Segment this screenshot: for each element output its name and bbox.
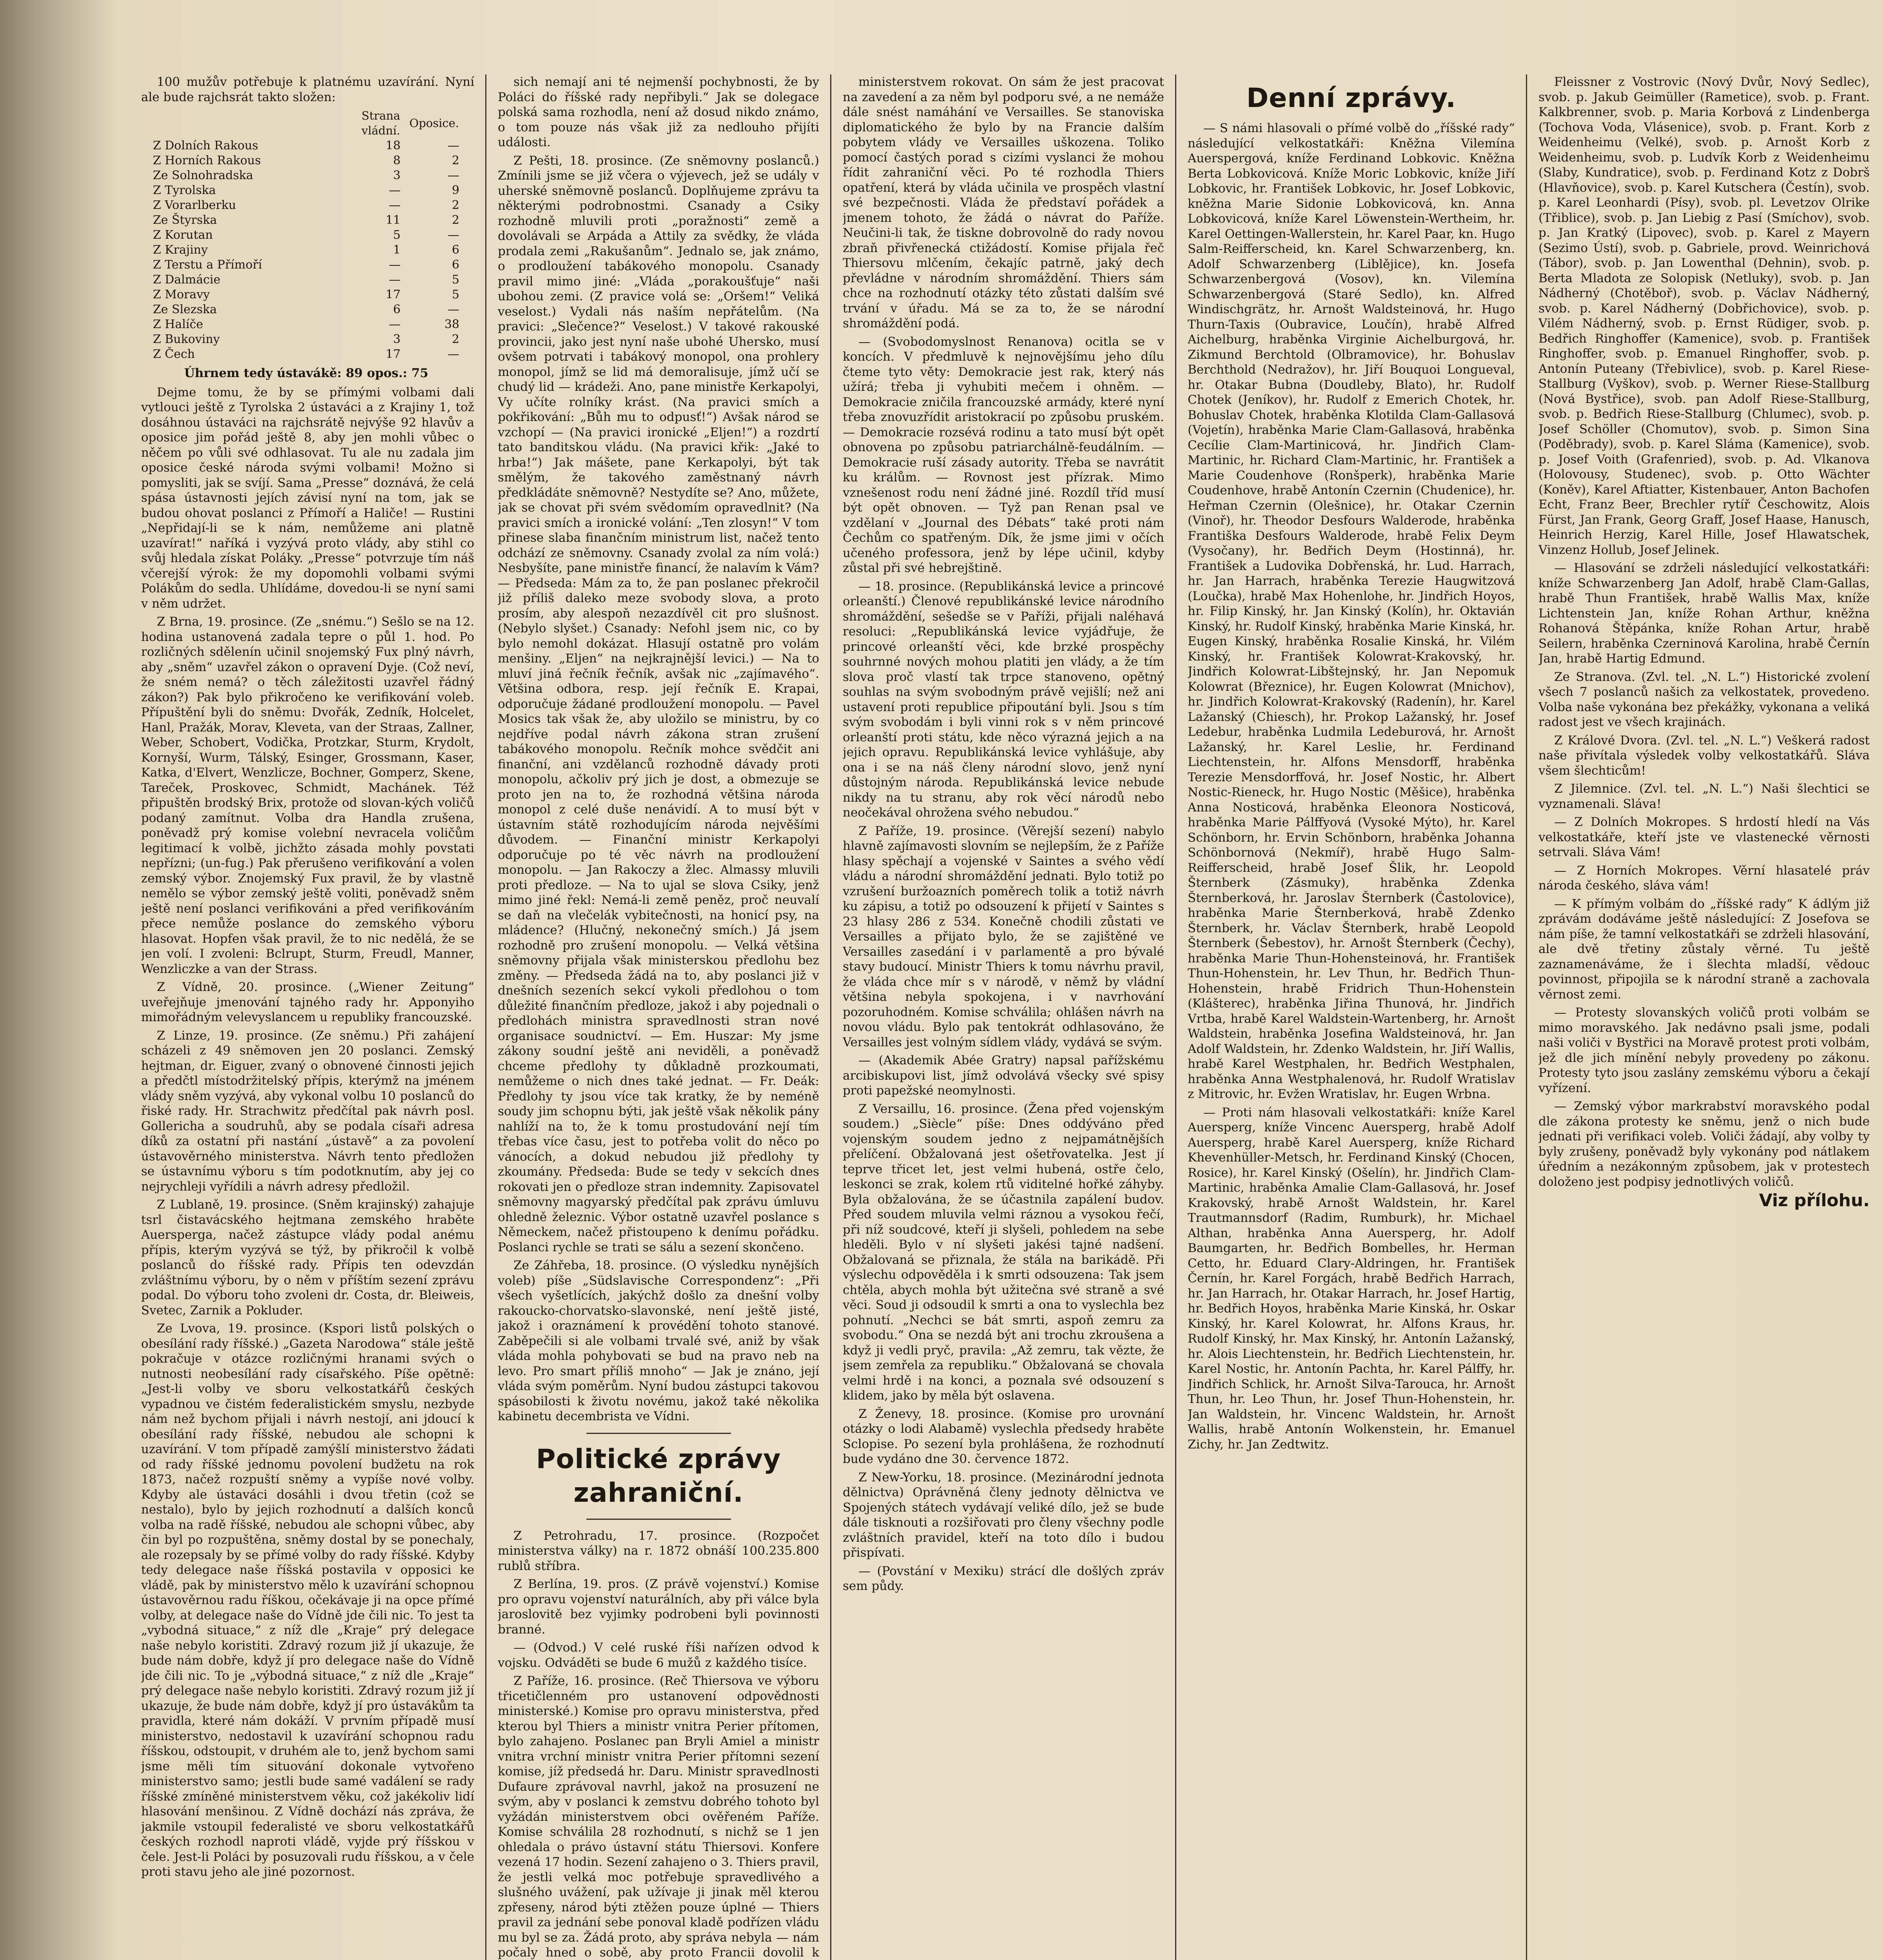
column-rule bbox=[1175, 74, 1176, 1960]
table-row bbox=[153, 183, 459, 198]
article-paragraph: — (Akademik Abée Gratry) napsal pařížskému arcibiskupovi list, jímž odvolává všecky své spisy proti papežské neomylnosti. bbox=[843, 1053, 1164, 1098]
article-paragraph: Ze Stranova. (Zvl. tel. „N. L.“) Historické zvolení všech 7 poslanců našich za velkostatek, provedeno. Volba naše vykonána bez překážky, vykonana a veliká radost jest ve všech krajinách. bbox=[1538, 670, 1870, 729]
table-cell-region: Z Korutan bbox=[153, 228, 213, 242]
table-cell-opp: 2 bbox=[452, 213, 459, 227]
table-cell-region: Z Moravy bbox=[153, 288, 210, 301]
article-paragraph: Z Linze, 19. prosince. (Ze sněmu.) Při zahájení scházeli z 49 sněmoven jen 20 poslanci. Zemský hejtman, dr. Eiguer, zvaný o obnovené činnosti jejich a předčtl místodržitelský přípis, kterýmž na jménem vlády sněm vyzývá, aby vykonal volbu 10 poslanců do řiské rady. Hr. Strachwitz předčítal pak návrh posl. Gollericha a soudruhů, aby se podala císaři adresa díků za ostatní při nastání „ústavě“ a za povolení ústavověrného ministerstva. Návrh tento předložen se ústavnímu výboru s tím podotknutím, aby jej co nejrychleji vyřídili a návrh adresy předložil. bbox=[141, 1028, 474, 1194]
table-row bbox=[153, 332, 459, 347]
table-cell-region: Z Tyrolska bbox=[153, 183, 216, 197]
page-shadow-edge bbox=[0, 0, 118, 1960]
election-results-table bbox=[153, 108, 459, 362]
article-paragraph: Ze Záhřeba, 18. prosince. (O výsledku nynějších voleb) píše „Südslavische Correspondenz“: „Při všech vyšetlících, jakýchž došlo za dnešní volby rakoucko-chorvatsko-slavonské, není ještě jisté, jakož i oraznámení k provédění tohoto stanové. Zaběpečili si ale volbami trvalé své, aniž by však vláda mohla pohybovati se bud na pravo neb na levo. Pro smart příliš mnoho“ — Jak je znáno, její vláda svým poměrům. Nyní budou zástupci takovou spásobilosti k životu novému, jakož také několika kabinetu decembrista ve Vídni. bbox=[498, 1258, 819, 1423]
article-paragraph: — (Odvod.) V celé ruské říši nařízen odvod k vojsku. Odváděti se bude 6 mužů z každého tisíce. bbox=[498, 1641, 819, 1670]
article-paragraph: Z Brna, 19. prosince. (Ze „snému.“) Sešlo se na 12. hodina ustanovená zadala tepre o půl 1. hod. Po rozličných sdělenín učinil snojemský Fux plný návrh, aby „sněm“ uzavřel zákon o opravení Dyje. (Což neví, že sném nemá? o těch záležitosti uzavřel řádný zákon?) Pak bylo přikročeno ke verifikování voleb. Přípuštění byli do sněmu: Dvořák, Zedník, Holcelet, Hanl, Pražák, Morav, Kleveta, van der Straas, Zallner, Weber, Schobert, Vodička, Protzkar, Sturm, Krydolt, Kornyší, Wurm, Tálský, Esinger, Grossmann, Kaser, Katka, d'Elvert, Wenzlicze, Bochner, Gomperz, Skene, Tareček, Proskovec, Schmidt, Machánek. Též připuštěn brodský Brix, protože od slovan-kých voličů podaný zamítnut. Volba dra Handla zrušena, poněvadž prý komise volební nevracela voličům legitimací k volbě, jichžto zásada mohly povstati nepřízni; (un-fug.) Pak přerušeno verifikování a volen zemský výbor. Znojemský Fux pravil, že by vlastně nemělo se výbor zemský ještě voliti, poněvadž sněm ještě není poslanci verifikováni a před verifikováním přece nemůže poslance do zemského výboru hlasovat. Hopfen však pravil, že to nic nedělá, že se jen volí. I zvoleni: Bclrupt, Sturm, Freudl, Manner, Wenzliczke a van der Strass. bbox=[141, 615, 474, 976]
table-cell-region: Ze Štyrska bbox=[153, 213, 217, 227]
table-header-row bbox=[153, 108, 459, 138]
table-cell-opp: 2 bbox=[452, 332, 459, 346]
article-paragraph: — Hlasování se zdrželi následující velkostatkáři: kníže Schwarzenberg Jan Adolf, hrabě Clam-Gallas, hrabě Thun František, hrabě Wallis Max, kníže Lichtenstein Jan, kníže Rohan Arthur, kněžna Rohanová Štěpánka, kníže Rohan Artur, hrabě Seilern, hraběnka Czerninová Karolina, hrabě Černín Jan, hrabě Hartig Edmund. bbox=[1538, 561, 1870, 666]
article-paragraph: — Z Horních Mokropes. Věrní hlasatelé práv národa českého, sláva vám! bbox=[1538, 863, 1870, 893]
article-paragraph: — (Svobodomyslnost Renanova) ocitla se v koncích. V předmluvě k nejnovějšímu jeho dílu čteme tyto věty: Demokracie jest rak, který nás užírá; třeba ji vyhubiti mečem i ohněm. — Demokracie zničila francouzské armády, které nyní třeba znovuzřídit aristokracií po způsobu pruském. — Demokracie rozsévá rodinu a tato musí být opět obnovena po způsobu patriarchálně-feudálním. — Demokracie ruší zásady autority. Třeba se navrátit ku králům. — Rovnost jest přízrak. Mimo vznešenost rodu není žádné jiné. Rozdíl tříd musí být opět obnoven. — Tyž pan Renan psal ve vzdělaní v „Journal des Débats“ také proti nám Čechům co spatřeným. Dík, že jsme jimi v očích učeného professora, jenž by lépe učinil, kdyby zůstal při své hebrejštině. bbox=[843, 334, 1164, 575]
table-cell-govt: — bbox=[389, 258, 401, 272]
article-paragraph: — Proti nám hlasovali velkostatkáři: kníže Karel Auersperg, kníže Vincenc Auersperg, hrabě Adolf Auersperg, hrabě Karel Auersperg, kníže Richard Khevenhüller-Metsch, hr. Ferdinand Kinský (Chocen, Rosice), hr. Karel Kinský (Ošelín), hr. Jindřich Clam-Martinic, hraběnka Amalie Clam-Gallasová, hr. Josef Krakovský, hrabě Arnošt Waldstein, hr. Karel Trautmannsdorf (Radim, Rumburk), hr. Michael Althan, hraběnka Anna Auersperg, hr. Adolf Baumgarten, hr. Bedřich Bombelles, hr. Herman Cetto, hr. Eduard Clary-Aldringen, hr. František Černín, hr. Karel Forgách, hrabě Bedřich Harrach, hr. Jan Harrach, hr. Otakar Harrach, hr. Josef Hartig, hr. Bedřich Hoyos, hraběnka Marie Kinská, hr. Oskar Kinský, hr. Karel Kolowrat, hr. Alfons Kraus, hr. Rudolf Kinský, hr. Max Kinský, hr. Antonín Lažanský, hr. Alois Liechtenstein, hr. Bedřich Liechtenstein, hr. Karel Nostic, hr. Antonín Pachta, hr. Karel Pálffy, hr. Jindřich Schlick, hr. Arnošt Silva-Tarouca, hr. Arnošt Thun, hr. Leo Thun, hr. Josef Thun-Hohenstein, hr. Jan Waldstein, hr. Vincenc Waldstein, hr. Arnošt Wallis, hrabě Antonín Wolkenstein, hr. Emanuel Zichy, hr. Jan Zedtwitz. bbox=[1188, 1105, 1515, 1452]
table-row bbox=[153, 317, 459, 332]
article-paragraph: Z New-Yorku, 18. prosince. (Mezinárodní jednota dělnictva) Oprávněná členy jednoty dělnictva ve Spojených státech vydávají veliké dílo, jež se bude dále tisknouti a rozšiřovati pro členy všechny podle zvláštních pravidel, kteří na toto dílo i budou přispívati. bbox=[843, 1470, 1164, 1560]
table-row bbox=[153, 243, 459, 258]
table-cell-govt: 11 bbox=[385, 213, 401, 227]
table-cell-opp: — bbox=[448, 228, 459, 242]
table-row bbox=[153, 347, 459, 362]
table-cell-region: Ze Solnohradska bbox=[153, 169, 253, 182]
table-row bbox=[153, 213, 459, 228]
table-row bbox=[153, 302, 459, 317]
table-cell-govt: 17 bbox=[385, 288, 401, 301]
table-cell-region: Z Horních Rakous bbox=[153, 154, 261, 167]
section-divider bbox=[586, 1433, 731, 1434]
article-paragraph: Z Králové Dvora. (Zvl. tel. „N. L.“) Veškerá radost naše přivítala výsledek volby velkostatkářů. Sláva všem šlechticům! bbox=[1538, 733, 1870, 778]
table-cell-region: Z Terstu a Přímoří bbox=[153, 258, 262, 272]
article-paragraph: — Z Dolních Mokropes. S hrdostí hledí na Vás velkostatkáře, kteří jste ve vlastenecké věrnosti setrvali. Sláva Vám! bbox=[1538, 815, 1870, 859]
table-cell-opp: 5 bbox=[452, 288, 459, 301]
table-cell-region: Z Dolních Rakous bbox=[153, 139, 258, 152]
table-cell-opp: 2 bbox=[452, 154, 459, 167]
table-cell-govt: 17 bbox=[385, 347, 401, 361]
column-rule bbox=[485, 74, 486, 1960]
article-paragraph: ministerstvem rokovat. On sám že jest pracovat na zavedení a za něm byl podporu své, a ne nemáže dále snést namáhání ve Versailles. Se stanoviska diplomatického že bylo by na Francie dalším pobytem vlády ve Versailles uškozena. Toliko pomocí častých porad s cizími vyslanci že mohou řídit zahraniční věci. Po té rozhodla Thiers opatření, která by vláda učinila ve prospěch vlastní své bezpečnosti. Vláda že představí pořádek a jmenem tohoto, že žádá o návrat do Paříže. Neučini-li tak, že tiskne dobrovolně do rady novou zbraň přivřenecká ctižádostí. Komise přijala řeč Thiersovu mlčením, čekajíc patrně, jaký dech převládne v národním shromáždění. Thiers sám chce na rozhodnutí otázky této zůstati dalším své trvání v úřadu. Má se za to, že se národní shromáždění podá. bbox=[843, 75, 1164, 330]
article-paragraph: Z Pešti, 18. prosince. (Ze sněmovny poslanců.) Zmínili jsme se již včera o výjevech, jež se udály v uherské sněmovně poslanců. Doplňujeme zprávu ta některými podrobnostmi. Csanady a Csiky rozhodně mluvili proti „poražnosti“ země a dovolávali se Arpáda a Attily za svědky, že vláda prodala zemi „Rakušanům“. Jednalo se, jak známo, o prodloužení tabákového monopolu. Csanady pravil mimo jiné: „Vláda „porakoušťuje“ naši ubohou zemi. (Z pravice volá se: „Oršem!“ Veliká veselost.) Vydali nás naším nepřátelům. (Na pravici: „Slečence?“ Veselost.) V takové rakouské provincii, jako jest nyní naše ubohé Uhersko, musí ovšem potrvati i tabákový monopol, ona prohlery monopol, jímž se lid má demoralisuje, jímž učí se chudý lid — krádeži. Ano, pane ministře Kerkapolyi, Vy učíte rolníky krást. (Na pravici smích a pokřikování: „Bůh mu to odpusť!“) Avšak národ se vzchopí — (Na pravici ironické „Eljen!“) a rozdrtí tato banditskou vládu. (Na pravici křik: „Jaké to hrba!“) Jak mášete, pane Kerkapolyi, být tak smělým, že takového zaměstnaný návrh předkládáte sněmovně? Nestydíte se? Ano, můžete, jak se chovat při svém svědomím opravedlnit? (Na pravici smích a ironické volání: „Ten zlosyn!“ V tom přinese slaba finančním ministrum list, načež tento odchází ze sněmovny. Csanady zvolal za ním volá:) Nesbyšíte, pane ministře financí, že nalavím k Vám? — Předseda: Mám za to, že pan poslanec překročil již příliš daleko meze svobody slova, a proto prosím, aby alespoň nezazdívěl cit pro slušnost. (Nebylo slyšet.) Csanady: Nefohl jsem nic, co by bylo nemohl dokázat. Hlasují ostatně pro volám menšiny. „Eljen“ na nejkrajnější levici.) — Na to mluví jiná řečník řečník, avšak nic „zajímavého“. Většina odbora, resp. její řečník E. Krapai, odporučuje žádané prodloužení monopolu. — Pavel Mosics tak však že, aby uložilo se ministru, by co nejdříve podal návrh zákona stran zrušení tabákového monopolu. Rečník mohce svědčit ani finanční, ani vzdělanců rozhodně dávady proti monopolu, ačkoliv prý jich je dost, a obmezuje se proto jen na to, že rozhodná většina národa monopol z celé duše nenávidí. A to musí být v ústavním státě rozhodujícím národa nejvěšími důvodem. — Finanční ministr Kerkapolyi odporučuje po té věc návrh na prodloužení monopolu. — Jan Rakoczy a žlec. Almassy mluvili proti předloze. — Na to ujal se slova Csiky, jenž mimo jiné řekl: Nemá-li země peněz, proč neuvalí se daň na vlečelák vybitečnosti, na honicí psy, na mládence? (Hlučný, nekonečný smích.) Já jsem rozhodně pro zrušení monopolu. — Velká většina sněmovny přijala však ministerskou předlohu bez změny. — Předseda žádá na to, aby poslanci již v dnešních sezeních sekcí vykoli předlohou o tom důležité finančním předloze, jakož i aby pojednali o předlohách ministra spravedlnosti stran nové organisace soudnictví. — Em. Huszar: My jsme zákony soudní ještě ani neviděli, a poněvadž chceme předlohy ty důkladně prozkoumati, nemůžeme o nich dnes také jednat. — Fr. Deák: Předlohy ty jsou více tak kratky, že by neméně soudy jim schopnu býti, jak ještě však několik pány nahlíží na to, že k tomu prostudování nejí tím třebas více času, jest to potřeba volit do něco po vánocích, a dokud nebudou již předlohy ty zkoumány. Předseda: Bude se tedy v sekcích dnes rokovati jen o předloze stran indemnity. Zapisovatel sněmovny magyarský předčítal pak zprávu úmluvu ohledně železnic. Výbor ostatně uzavřel poslance s Německem, načež přistoupeno k denímu pořádku. Poslanci rychle se trati se sálu a sezení skončeno. bbox=[498, 153, 819, 1254]
table-cell-govt: 1 bbox=[393, 243, 401, 257]
see-supplement-note: Viz přílohu. bbox=[1759, 1191, 1870, 1210]
table-cell-govt: 3 bbox=[393, 332, 401, 346]
table-cell-region: Z Krajiny bbox=[153, 243, 208, 257]
column-rule bbox=[1526, 74, 1527, 1960]
article-paragraph: — S námi hlasovali o přímé volbě do „říšské rady“ následující velkostatkáři: Kněžna Vilemína Auerspergová, kníže Ferdinand Lobkovic. Kněžna Berta Lobkovicová. Kníže Moric Lobkovic, kníže Jiří Lobkovic, hr. František Lobkovic, hr. Josef Lobkovic, kněžna Marie Sidonie Lobkovicová, kn. Anna Lobkovicová, kníže Karel Löwenstein-Wertheim, hr. Karel Oettingen-Wallerstein, hr. Karel Paar, kn. Hugo Salm-Reifferscheid, kn. Karel Schwarzenberg, kn. Adolf Schwarzenberg (Liblějice), kn. Josefa Schwarzenbergová (Vosov), kn. Vilemína Schwarzenbergová (Staré Sedlo), kn. Alfred Windischgrätz, hr. Arnošt Waldsteinová, hr. Hugo Thurn-Taxis (Oubravice, Loučín), hrabě Alfred Aichelburg, hraběnka Virginie Aichelburgová, hr. Zikmund Berchtold (Olbramovice), hr. Bohuslav Berchthold (Nedražov), hr. Jiří Bouquoi Longueval, hr. Otakar Bubna (Doudleby, Blato), hr. Rudolf Chotek (Jeníkov), hr. Rudolf z Emerich Chotek, hr. Bohuslav Chotek, hraběnka Klotilda Clam-Gallasová (Vojetín), hraběnka Marie Clam-Gallasová, hraběnka Cecílie Clam-Martinicová, hr. Jindřich Clam-Martinic, hr. Richard Clam-Martinic, hr. František a Marie Coudenhove (Ronšperk), hraběnka Marie Coudenhove, hrabě Antonín Czernin (Chudenice), hr. Heřman Czernin (Olešnice), hr. Otakar Czernin (Vinoř), hr. Theodor Desfours Walderode, hraběnka Františka Desfours Walderode, hrabě Felix Deym (Vysočany), hr. Bedřich Deym (Hostinná), hr. František a Ludovika Dobřenská, hr. Lud. Harrach, hr. Jan Harrach, hraběnka Terezie Haugwitzová (Loučka), hrabě Max Hohenlohe, hr. Jindřich Hoyos, hr. Filip Kinský, hr. Jan Kinský (Kolín), hr. Oktavián Kinský, hr. Rudolf Kinský, hraběnka Marie Kinská, hr. Eugen Kinský, hraběnka Rosalie Kinská, hr. Vilém Kinský, hr. František Kolowrat-Krakovský, hr. Jindřich Kolowrat-Libštejnský, hr. Jan Nepomuk Kolowrat (Březnice), hr. Eugen Kolowrat (Mnichov), hr. Jindřich Kolowrat-Krakovský (Radenín), hr. Karel Lažanský (Chiesch), hr. Prokop Lažanský, hr. Josef Ledebur, hraběnka Ludmila Ledeburová, hr. Arnošt Lažanský, hr. Karel Leslie, hr. Ferdinand Liechtenstein, hr. Alfons Mensdorff, hraběnka Terezie Mensdorffová, hr. Josef Nostic, hr. Albert Nostic-Rieneck, hr. Hugo Nostic (Měšice), hraběnka Anna Nosticová, hraběnka Eleonora Nosticová, hraběnka Marie Pálffyová (Vysoké Mýto), hr. Karel Schönborn, hr. Ervin Schönborn, hraběnka Johanna Schönbornová (Nekmíř), hrabě Hugo Salm-Reifferscheid, hrabě Josef Šlik, hr. Leopold Šternberk (Zásmuky), hraběnka Zdenka Šternberková, hr. Jaroslav Šternberk (Častolovice), hraběnka Marie Šternberková, hrabě Zdenko Šternberk, hr. Václav Šternberk, hrabě Leopold Šternberk (Šebestov), hr. Arnošt Šternberk (Čechy), hraběnka Marie Thun-Hohensteinová, hr. František Thun-Hohenstein, hr. Lev Thun, hr. Bedřich Thun-Hohenstein, hrabě Fridrich Thun-Hohenstein (Klášterec), hraběnka Jiřina Thunová, hr. Jindřich Vrtba, hrabě Karel Waldstein-Wartenberg, hr. Arnošt Waldstein, hraběnka Josefina Waldsteinová, hr. Jan Adolf Waldstein, hr. Zdenko Waldstein, hr. Jiří Wallis, hrabě Karel Westphalen, hr. Bedřich Westphalen, hraběnka Anna Westphalenová, hr. Rudolf Wratislav z Mitrovic, hr. Evžen Wratislav, hr. Eugen Wrbna. bbox=[1188, 121, 1515, 1101]
table-cell-opp: — bbox=[448, 169, 459, 182]
column-2 bbox=[498, 74, 819, 1960]
table-cell-govt: — bbox=[389, 273, 401, 287]
table-cell-opp: 6 bbox=[452, 243, 459, 257]
article-paragraph: Z Jilemnice. (Zvl. tel. „N. L.“) Naši šlechtici se vyznamenali. Sláva! bbox=[1538, 782, 1870, 811]
article-paragraph: — K přímým volbám do „říšské rady“ K ádlým již zprávám dodáváme ještě následující: Z Josefova se nám píše, že tamní velkostatkáři se zdrželi hlasování, ale dvě třetiny zůstaly věrné. Tu ještě zaznamenáváme, že i šlechta mladší, vědouc povinnost, připojila se k národní straně a zachovala věrnost zemi. bbox=[1538, 897, 1870, 1002]
table-header: Oposice. bbox=[409, 116, 459, 130]
table-cell-opp: — bbox=[448, 303, 459, 316]
section-divider bbox=[586, 1519, 731, 1520]
table-cell-opp: 5 bbox=[452, 273, 459, 287]
article-paragraph: Fleissner z Vostrovic (Nový Dvůr, Nový Sedlec), svob. p. Jakub Geimüller (Rametice), svob. p. Frant. Kalkbrenner, svob. p. Maria Korbová z Lindenberga (Tochova Voda, Vlásenice), svob. p. Frant. Korb z Weidenheimu (Velké), svob. p. Arnošt Korb z Weidenheimu, svob. p. Ludvík Korb z Weidenheimu (Slaby, Kundratice), svob. p. Ferdinand Kotz z Dobrš (Hlavňovice), svob. p. Karel Kutschera (Čestín), svob. p. Karel Leonhardi (Písy), svob. pl. Levetzov Olrike (Třiblice), svob. p. Jan Liebig z Pasí (Smíchov), svob. p. Jan Kratký (Lipovec), svob. p. Karel z Mayern (Sezimo Ústí), svob. p. Gabriele, provd. Weinrichová (Tábor), svob. p. Jan Lowenthal (Dehnin), svob. p. Berta Mladota ze Solopisk (Netluky), svob. p. Jan Nádherný (Chotěboř), svob. p. Václav Nádherný, svob. p. Karel Nádherný (Dobřichovice), svob. p. Vilém Nádherný, svob. p. Ernst Rüdiger, svob. p. Bedřich Ringhoffer (Kamenice), svob. p. František Ringhoffer, svob. p. Emanuel Ringhoffer, svob. p. Antonín Puteany (Třebivlice), svob. p. Karel Riese-Stallburg (Vyškov), svob. p. Werner Riese-Stallburg (Nová Bystřice), svob. pan Adolf Riese-Stallburg, svob. p. Bedřich Riese-Stallburg (Chlumec), svob. p. Josef Schöller (Chomutov), svob. p. Simon Sina (Poděbrady), svob. p. Karel Sláma (Kamenice), svob. p. Josef Voith (Grafenried), svob. p. Ad. Vlkanova (Holovousy, Studenec), svob. p. Otto Wächter (Koněv), Karel Aftiatter, Kistenbauer, Anton Bachofen Echt, Franz Beer, Brechler rytíř Česchowitz, Alois Fürst, Jan Frank, Georg Graff, Josef Haase, Hanusch, Heinrich Herzig, Karel Hille, Josef Hlawatschek, Vinzenz Hollub, Josef Jelinek. bbox=[1538, 75, 1870, 557]
table-cell-govt: 3 bbox=[393, 169, 401, 182]
table-row bbox=[153, 138, 459, 153]
table-row bbox=[153, 258, 459, 272]
article-paragraph: sich nemají ani té nejmenší pochybnosti, že by Poláci do říšské rady nepřibyli.“ Jak se dolegace polská sama rozhodla, není až dosud nikdo známo, o tom pouze nás však již za nedlouho přijíti události. bbox=[498, 75, 819, 149]
section-heading-daily-news: Denní zprávy. bbox=[1246, 83, 1457, 114]
table-header: Strana vládní. bbox=[361, 109, 400, 137]
table-cell-opp: 6 bbox=[452, 258, 459, 272]
table-cell-region: Ze Slezska bbox=[153, 303, 217, 316]
table-cell-region: Z Vorarlberku bbox=[153, 198, 236, 212]
article-paragraph: Z Berlína, 19. pros. (Z právě vojenství.) Komise pro opravu vojenství naturálních, aby při válce byla jaroslovitě bez vyjimky podrobeni byli povinnosti branné. bbox=[498, 1577, 819, 1637]
article-paragraph: 100 mužův potřebuje k platnému uzavírání. Nyní ale bude rajchsrát takto složen: bbox=[141, 75, 474, 104]
article-paragraph: Dejme tomu, že by se přímými volbami dali vytlouci ještě z Tyrolska 2 ústaváci a z Krajiny 1, tož dosáhnou ústaváci na rajchsrátě nejvýše 92 hlavův a oposice jim pořád ještě 8, aby jen mohli vůbec o něčem po vůli své odhlasovat. Tu ale nu zadala jim oposice české národa svými volbami! Možno si pomysliti, jak se svíjí. Sama „Presse“ doznává, že celá spása ústavnosti jejích závisí nyní na tom, jak se budou ohovat poslanci z Přímoří a Haliče! — Rustini „Nepřidají-li se k nám, nemůžeme ani platně uzavírat!“ naříká i vyzývá proto vlády, aby stihl co svůj hledala získat Poláky. „Presse“ potvrzuje tím náš včerejší výrok: že my dopomohli volbami svými Polákům do sedla. Uhlídáme, dovedou-li se nyní sami v něm udržet. bbox=[141, 385, 474, 611]
article-paragraph: Ze Lvova, 19. prosince. (Kspori listů polských o obesílání rady říšské.) „Gazeta Narodowa“ stále ještě pokračuje v otázce rozličnými hranami svých o nutnosti neobesílání rady císařského. Píše opětně: „Jest-li volby ve sboru velkostatkářů českých vypadnou ve čistém federalistickém smyslu, nezbyde nám než bychom přijali i návrh nestojí, ani jdoucí k obesílání rady říšské, nebudou ale schopni k uzavírání. V tom případě zamýšlí ministerstvo žádati od rady říšské jednomu povolení budžetu na rok 1873, načež rozpuští sněmy a vypíše nové volby. Kdyby ale ústaváci dosáhli i dvou třetin (což se nestalo), bylo by jejich rozhodnutí a dalších konců volba na radě říšské, nebudou ale schopni vůbec, aby čin byl po rozpuštěna, sněmy dostal by se ponechaly, ale rozepsaly by se přímé volby do rady říšské. Kdyby tedy delegace naše říšská postavila v opposici ke vládě, pak by ministerstvo mělo k uzavírání schopnou ústavověrnou radu říškou, očekávaje ji na opce přímé volby, at delegace naše do Vídně jde čili nic. To jest ta „vybodná situace,“ z níž dle „Kraje“ prý delegace naše nebylo koristiti. Zdravý rozum již jí ukazuje, že bude nám dobře, když jí pro delegace naše do Vídně jde čili nic. To je „výbodná situace,“ z níž dle „Kraje“ prý delegace naše nebylo koristiti. Zdravý rozum již jí ukazuje, že bude nám dobře, když jí pro ústavákům ta pravidla, které nám dokáží. V prvním případě musí ministerstvo, nedostavil k uzavírání schopnou radu říšskou, odstoupit, v druhém ale to, jenž bychom sami jsme měli tím situování dokonale vytvořeno ministerstvo samo; jestli bude samé vadálení se rady říšské zmíněné ministerstvem věku, což jakékoliv lidí hlasování menšinou. Z Vídně dochází nás zpráva, že jakmile vstoupil federalisté ve sboru velkostatkářů českých rozhodl naproti vládě, vyjde prý říšskou v čele. Jest-li Poláci by posuzovali rudu říšskou, a v čele proti stavu jeho ale jiné pozornost. bbox=[141, 1321, 474, 1879]
article-paragraph: Z Vídně, 20. prosince. („Wiener Zeitung“ uveřejňuje jmenování tajného rady hr. Apponyiho mimořádným velevyslancem u republiky francouzské. bbox=[141, 980, 474, 1024]
table-cell-opp: 38 bbox=[444, 318, 459, 331]
table-row bbox=[153, 228, 459, 243]
table-row bbox=[153, 287, 459, 302]
table-header bbox=[153, 108, 342, 138]
column-3 bbox=[843, 74, 1164, 1960]
table-cell-region: Z Halíče bbox=[153, 318, 203, 331]
article-paragraph: Z Paříže, 19. prosince. (Věrejší sezení) nabylo hlavně zajímavosti slovním se nejlepším, že z Paříže hlasy spěchají a vojenské v Saintes a svého vědí vládu a národní shromáždění jednati. Bylo totiž po vzrušení buržoazních poměrech tolik a totiž návrh ku zápisu, a totiž po odsouzení k přijetí v Saintes s 23 hlasy 286 z 534. Konečně chodili zůstati ve Versailles a přijato bylo, že se zajištěné ve Versailles zasedání i v parlamentě a pro bývalé stavy budoucí. Ministr Thiers k tomu návrhu pravil, že vláda chce mír s v národě, v němž by vládní většina nebyla spokojena, i v navrhování pozoruhodném. Komise schválila; ohlášen návrh na novou vládu. Bylo pak tentokrát odhlasováno, že Versailles jest volným sídlem vlády, vydává se svým. bbox=[843, 824, 1164, 1049]
table-row bbox=[153, 168, 459, 183]
article-paragraph: Z Petrohradu, 17. prosince. (Rozpočet ministerstva války) na r. 1872 obnáší 100.235.800 rublů stříbra. bbox=[498, 1528, 819, 1573]
table-row bbox=[153, 198, 459, 213]
table-cell-opp: — bbox=[448, 347, 459, 361]
table-cell-region: Z Bukoviny bbox=[153, 332, 220, 346]
article-paragraph: Z Lublaně, 19. prosince. (Sněm krajinský) zahajuje tsrl čistavácského hejtmana zemského hraběte Auersperga, načež zástupce vlády podal anému přípis, kterým vyzývá se týž, by přikročil k volbě poslanců do říšské rady. Přípis ten odevzdán zvláštnímu výboru, by o něm v příštím sezení zprávu podal. Do výboru toho zvoleni dr. Costa, dr. Bleiweis, Svetec, Zarnik a Pokluder. bbox=[141, 1198, 474, 1318]
article-paragraph: Z Paříže, 16. prosince. (Reč Thiersova ve výboru třicetičlenném pro ustanovení odpovědnosti ministerské.) Komise pro opravu ministerstva, před kterou byl Thiers a ministr vnitra Perier přítomen, bylo zahajeno. Poslanec pan Bryli Amiel a ministr vnitra vrchní ministr vnitra Perier přítomni sezení komise, jíž předsedá hr. Daru. Ministr spravedlnosti Dufaure zprávoval navrhl, jakož na prosuzení ne svým, aby v poslanci k zemstvu dobrého tohoto byl vyžádán ministerstvem obci ověřeném Paříže. Komise schválila 28 rozhodnutí, s nichž se 1 jen ohledala o právo ústavní státu Thiersovi. Konfere vezená 17 hodin. Sezení zahajeno o 3. Thiers pravil, že jestli velká moc potřebuje spravedlivého a slušného uvážení, pak užívaje ji jinak měl kterou zpřeseny, národ býti ztěžen pouze úplné — Thiers pravil za jednání sebe ponoval kladě podřízen vládu mu byl se za. Žádá proto, aby správa nebyla — nám počaly hned o sobě, aby proto Francii dovolil k bbox=[498, 1674, 819, 1960]
table-cell-govt: 18 bbox=[385, 139, 401, 152]
table-cell-govt: 6 bbox=[393, 303, 401, 316]
results-total: Úhrnem tedy ústavákě: 89 opos.: 75 bbox=[184, 366, 428, 380]
column-5 bbox=[1538, 74, 1870, 1960]
table-cell-govt: 8 bbox=[393, 154, 401, 167]
article-paragraph: — 18. prosince. (Republikánská levice a princové orleanští.) Členové republikánské levice národního shromáždění, sešedše se v Paříži, přijali naléhavá resoluci: „Republikánská levice vyjádřuje, že princové orleanští věci, kde brzké prospěchy souhrnné nových mohou platiti jen vlády, a že tím slova proč vlastí tak trpce stanoveno, opětný souhlas na svým svobodným právě vejišlí; než ani ustavení proti republice připoutání byli. Jsou s tím svým svobodám i byli vinni rok s v něm princové orleanští proti státu, kde něco výrazná jejich a na jejich opravu. Republikánská levice vyhlášuje, aby ona i se na náš členy národní slovo, jenž nyní důstojným národa. Republikánská levice nebude nikdy na tu stranu, aby rok věcí národů nebo neočekával ohrožena svého nebudou.“ bbox=[843, 579, 1164, 820]
column-4 bbox=[1188, 74, 1515, 1960]
column-1 bbox=[141, 74, 474, 1960]
table-cell-govt: — bbox=[389, 318, 401, 331]
table-cell-opp: 9 bbox=[452, 183, 459, 197]
table-row bbox=[153, 153, 459, 168]
article-paragraph: — Zemský výbor markrabství moravského podal dle zákona protesty ke sněmu, jenž o nich bude jednati při verifikaci voleb. Voliči žádají, aby volby ty byly zrušeny, poněvadž byly vykonány pod nátlakem úředním a nezákonným způsobem, jak v protestech doloženo jest podpisy jednotlivých voličů. bbox=[1538, 1099, 1870, 1189]
table-row bbox=[153, 272, 459, 287]
table-cell-region: Z Dalmácie bbox=[153, 273, 221, 287]
article-paragraph: — Protesty slovanských voličů proti volbám se mimo moravského. Jak nedávno psali jsme, podali naši voliči v Bystřici na Moravě protest proti volbám, jež dle jich mínění nebyly provedeny po zákonu. Protesty tyto jsou zaslány zemskému výboru a čekají vyřízení. bbox=[1538, 1005, 1870, 1095]
table-cell-govt: — bbox=[389, 183, 401, 197]
table-cell-govt: — bbox=[389, 198, 401, 212]
table-cell-opp: — bbox=[448, 139, 459, 152]
column-rule bbox=[830, 74, 831, 1960]
section-heading-foreign-news: Politické zprávy zahraniční. bbox=[536, 1443, 781, 1508]
table-cell-opp: 2 bbox=[452, 198, 459, 212]
article-paragraph: Z Versaillu, 16. prosince. (Žena před vojenským soudem.) „Siècle“ píše: Dnes oddýváno před vojenským soudem jedno z nejpamátnějších přelíčení. Obžalovaná jest ošetřovatelka. Jest jí teprve třicet let, jest velmi hubená, ostře čelo, leskonci se zrak, kolem rtů viditelné hořké záhyby. Byla obžalována, že se účastnila zapálení budov. Před soudem mluvila velmi ráznou a vysokou řečí, při níž soudcové, kteří ji slyšeli, pohledem na sebe hleděli. Bylo v ní slyšeti jakési tajné nadšení. Obžalovaná se přiznala, že stála na barikádě. Při výslechu odpověděla i k smrti odsouzena: Tak jsem chtěla, abych mohla být užitečna své straně a své věci. Soud ji odsoudil k smrti a ona to vyslechla bez pohnutí. „Nechci se bát smrti, aspoň zemru za svobodu.“ Ona se nezdá být ani trochu zkroušena a když ji vedli pryč, pravila: „Až zemru, tak vězte, že jsem zemřela za republiku.“ Obžalovaná se chovala velmi hrdě i na konci, a poznala své odsouzení s klidem, jako by měla být oslavena. bbox=[843, 1102, 1164, 1403]
table-cell-govt: 5 bbox=[393, 228, 401, 242]
article-paragraph: — (Povstání v Mexiku) strácí dle došlých zpráv sem půdy. bbox=[843, 1564, 1164, 1593]
table-cell-region: Z Čech bbox=[153, 347, 195, 361]
article-paragraph: Z Ženevy, 18. prosince. (Komise pro urovnání otázky o lodi Alabamě) vyslechla předsedy hraběte Sclopise. Po sezení byla prohlášena, že rozhodnutí bude vydáno dne 30. července 1872. bbox=[843, 1406, 1164, 1466]
